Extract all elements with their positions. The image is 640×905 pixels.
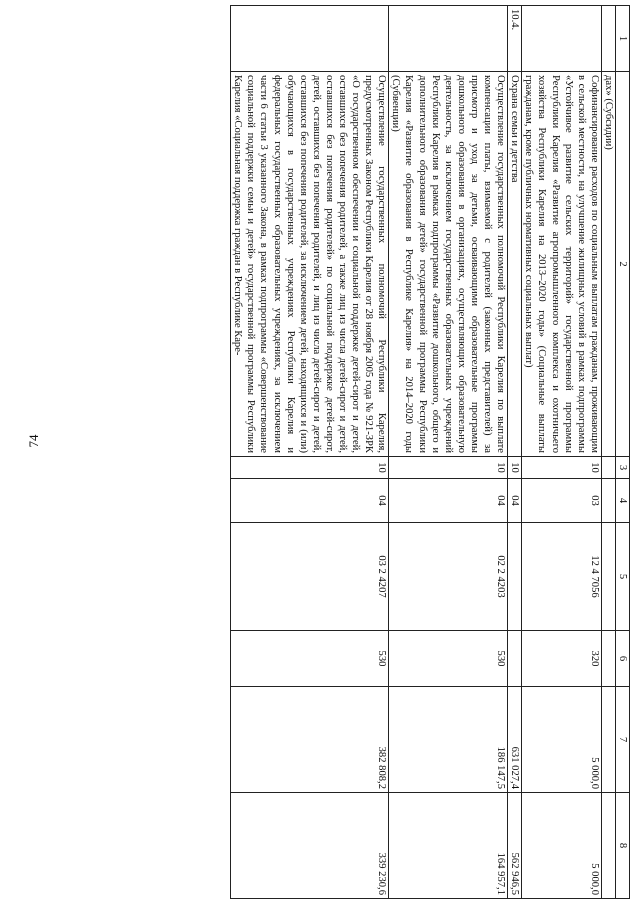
col-header-2: 2 (615, 72, 629, 457)
target-article-cell: 12 4 7056 (522, 523, 602, 631)
col-header-6: 6 (615, 631, 629, 687)
table-row (231, 6, 389, 899)
expense-type-cell (508, 631, 522, 687)
section-number-cell (522, 6, 602, 72)
subsection-code-cell: 04 (508, 479, 522, 523)
amount-2015-value: 631 027,4 (509, 746, 521, 789)
col-header-4: 4 (615, 479, 629, 523)
table-body (231, 6, 616, 899)
table-row (389, 6, 508, 899)
amount-2015-cell (389, 687, 508, 793)
section-code-cell: 10 (508, 457, 522, 479)
section-code-cell (601, 457, 615, 479)
section-number-cell (389, 6, 508, 72)
section-number-cell (601, 6, 615, 72)
section-number-cell: 10.4. (508, 6, 522, 72)
budget-table (230, 5, 630, 899)
amount-2015-value: 382 808,2 (376, 746, 388, 789)
section-code-cell: 10 (522, 457, 602, 479)
expense-type-cell: 530 (231, 631, 389, 687)
amount-2015-cell (601, 687, 615, 793)
subsection-code-cell (601, 479, 615, 523)
amount-2016-cell (231, 793, 389, 899)
rotated-table-page (60, 5, 630, 898)
page-number: 74 (26, 434, 41, 448)
col-header-7: 7 (615, 687, 629, 793)
description-cell: дах» (Субсидии) (601, 72, 615, 457)
amount-2016-value: 562 946,5 (509, 852, 521, 895)
target-article-cell: 03 2 4207 (231, 523, 389, 631)
table-row (601, 6, 615, 899)
description-cell: Охрана семьи и детства (508, 72, 522, 457)
expense-type-cell (601, 631, 615, 687)
subsection-code-cell: 04 (231, 479, 389, 523)
header-row (615, 6, 629, 899)
amount-2016-value: 164 957,1 (495, 852, 507, 895)
amount-2016-cell (389, 793, 508, 899)
amount-2016-value: 5 000,0 (588, 863, 600, 895)
section-number-cell (231, 6, 389, 72)
col-header-3: 3 (615, 457, 629, 479)
amount-2015-value: 186 147,5 (495, 746, 507, 789)
amount-2016-cell (601, 793, 615, 899)
table-row (508, 6, 522, 899)
expense-type-cell: 530 (389, 631, 508, 687)
amount-2015-cell (522, 687, 602, 793)
description-cell: Осуществление государственных полномочий Республики Карелия, предусмотренных Законом Республики Карелия от 28 ноября 2005 года № 921-ЗРК «О государственном обеспечении и социальной поддержке детей-сирот и детей, оставшихся без попечения родителей, а также лиц из числа детей-сирот и детей, оставшихся без попечения родителей» по социальной поддержке детей-сирот, детей, оставшихся без попечения родителей, и лиц из числа детей-сирот и детей, оставшихся без попечения родителей, за исключением детей, находящихся и (или) обучающихся в государственных учреждениях Республики Карелия и федеральных государственных образовательных учреждениях, за исключением части 6 статьи 3 указанного Закона, в рамках подпрограммы «Совершенствование социальной поддержки семьи и детей» государственной программы Республики Карелия «Социальная поддержка граждан в Республике Каре- (231, 72, 389, 457)
amount-2015-value: 5 000,0 (588, 757, 600, 789)
target-article-cell (508, 523, 522, 631)
target-article-cell (601, 523, 615, 631)
section-code-cell: 10 (389, 457, 508, 479)
amount-2016-value: 339 230,6 (376, 852, 388, 895)
subsection-code-cell: 04 (389, 479, 508, 523)
description-cell: Софинансирование расходов по социальным выплатам гражданам, проживающим в сельской местности, на улучшение жилищных условий в рамках подпрограммы «Устойчивое развитие сельских территорий» государственной программы Республики Карелия «Развитие агропромышленного комплекса и охотничьего хозяйства Республики Карелия на 2013–2020 годы» (Социальные выплаты гражданам, кроме публичных нормативных социальных выплат) (522, 72, 602, 457)
amount-2016-cell (508, 793, 522, 899)
amount-2015-cell (231, 687, 389, 793)
col-header-8: 8 (615, 793, 629, 899)
expense-type-cell: 320 (522, 631, 602, 687)
section-code-cell: 10 (231, 457, 389, 479)
col-header-5: 5 (615, 523, 629, 631)
subsection-code-cell: 03 (522, 479, 602, 523)
amount-2015-cell (508, 687, 522, 793)
col-header-1: 1 (615, 6, 629, 72)
target-article-cell: 02 2 4203 (389, 523, 508, 631)
table-row (522, 6, 602, 899)
description-cell: Осуществление государственных полномочий Республики Карелия по выплате компенсации платы, взимаемой с родителей (законных представителей) за присмотр и уход за детьми, осваивающими образовательные программы дошкольного образования в организациях, осуществляющих образовательную деятельность, за исключением государственных образовательных учреждений Республики Карелия в рамках подпрограммы «Развитие дошкольного, общего и дополнительного образования детей» государственной программы Республики Карелия «Развитие образования в Республике Карелия» на 2014–2020 годы (Субвенции) (389, 72, 508, 457)
amount-2016-cell (522, 793, 602, 899)
